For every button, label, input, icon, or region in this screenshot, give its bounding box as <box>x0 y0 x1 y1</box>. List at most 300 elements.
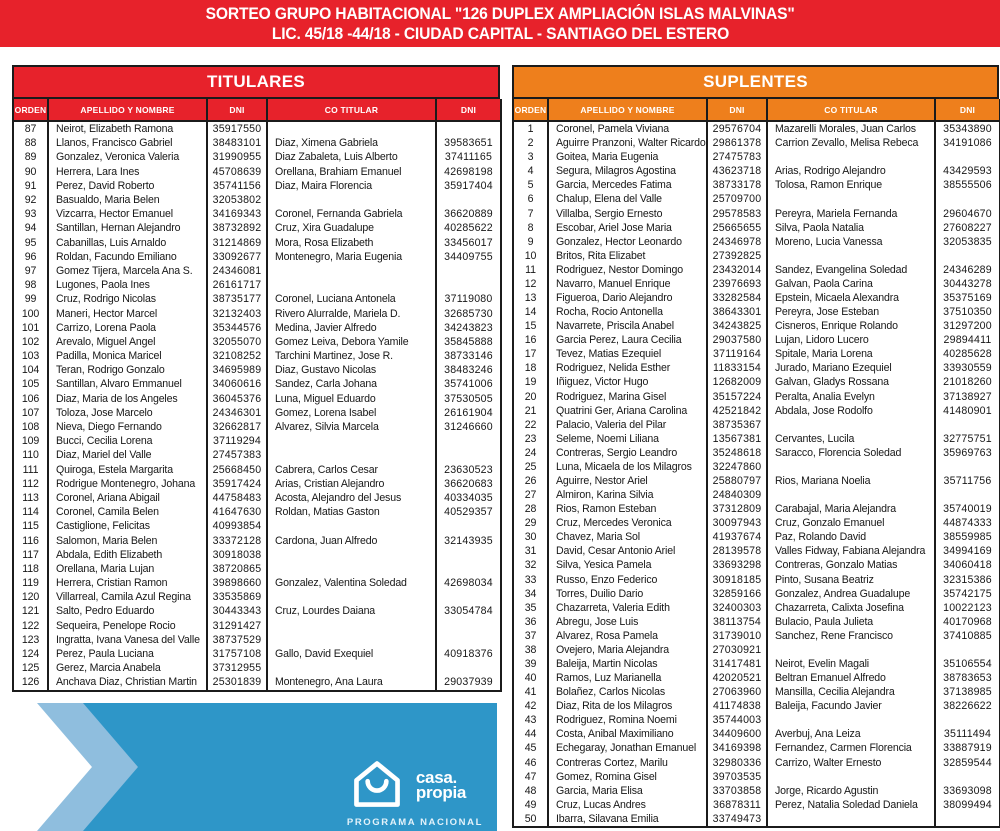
cell: 43 <box>524 714 537 727</box>
suplentes-table <box>512 65 999 828</box>
table-row <box>513 502 1000 516</box>
cell: 32685730 <box>436 306 501 320</box>
cell: 46 <box>524 756 537 769</box>
cell: 28 <box>524 503 537 516</box>
cell: 49 <box>524 798 537 811</box>
cell: Cruz, Xira Guadalupe <box>267 221 436 235</box>
table-row <box>513 770 1000 784</box>
cell: 40334035 <box>436 491 501 505</box>
table-row <box>513 798 1000 812</box>
cell: 31297200 <box>935 319 1000 333</box>
cell: Silva, Yesica Pamela <box>548 558 707 572</box>
cell: 35969763 <box>935 446 1000 460</box>
cell: Luna, Micaela de los Milagros <box>548 460 707 474</box>
cell: 107 <box>21 406 40 419</box>
cell: Costa, Anibal Maximiliano <box>548 727 707 741</box>
cell: 39898660 <box>207 576 267 590</box>
table-row <box>513 347 1000 361</box>
table-row <box>513 784 1000 798</box>
table-row <box>513 305 1000 319</box>
titulares-table <box>12 65 500 692</box>
cell: Palacio, Valeria del Pilar <box>548 418 707 432</box>
table-row <box>513 727 1000 741</box>
cell: Gallo, David Exequiel <box>267 647 436 661</box>
cell: 24346081 <box>207 264 267 278</box>
logo-wordmark <box>416 770 466 800</box>
cell: Cabanillas, Luis Arnaldo <box>48 236 207 250</box>
cell: Maneri, Hector Marcel <box>48 306 207 320</box>
cell: Salomon, Maria Belen <box>48 533 207 547</box>
cell: Arevalo, Miguel Angel <box>48 335 207 349</box>
cell: 30443278 <box>935 277 1000 291</box>
cell: 31739010 <box>707 629 767 643</box>
cell: 35845888 <box>436 335 501 349</box>
cell: 14 <box>524 306 537 319</box>
table-row <box>13 406 501 420</box>
cell: 40529357 <box>436 505 501 519</box>
cell: 34060616 <box>207 377 267 391</box>
cell: 33456017 <box>436 236 501 250</box>
cell: 37119080 <box>436 292 501 306</box>
cell: 38720865 <box>207 562 267 576</box>
cell: Cruz, Lourdes Daiana <box>267 604 436 618</box>
cell: 35106554 <box>935 657 1000 671</box>
cell <box>436 193 501 207</box>
cell: 39703535 <box>707 770 767 784</box>
cell: 29037939 <box>436 675 501 690</box>
cell: 34409600 <box>707 727 767 741</box>
cell: Rios, Mariana Noelia <box>767 474 935 488</box>
cell: 33693098 <box>935 784 1000 798</box>
cell: 32132403 <box>207 306 267 320</box>
cell: 40993854 <box>207 519 267 533</box>
cell <box>767 192 935 206</box>
cell: Mazarelli Morales, Juan Carlos <box>767 121 935 136</box>
column-header-row <box>13 99 501 121</box>
cell: 32859166 <box>707 587 767 601</box>
cell: Pinto, Susana Beatriz <box>767 573 935 587</box>
cell <box>267 590 436 604</box>
cell <box>436 434 501 448</box>
table-row <box>513 530 1000 544</box>
cell: Ramos, Luz Marianella <box>548 671 707 685</box>
cell: Alvarez, Rosa Pamela <box>548 629 707 643</box>
cell: 34409755 <box>436 250 501 264</box>
cell: 1 <box>527 123 534 136</box>
table-row <box>513 671 1000 685</box>
cell <box>267 661 436 675</box>
cell <box>935 812 1000 827</box>
cell: 32315386 <box>935 573 1000 587</box>
column-header-dni: DNI <box>707 99 767 121</box>
cell: 12682009 <box>707 375 767 389</box>
cell: Seleme, Noemi Liliana <box>548 432 707 446</box>
cell: 20 <box>524 390 537 403</box>
cell: Rodriguez, Romina Noemi <box>548 713 707 727</box>
cell: Ingratta, Ivana Vanesa del Valle <box>48 633 207 647</box>
cell: Gonzalez, Veronica Valeria <box>48 150 207 164</box>
cell: 34243823 <box>436 321 501 335</box>
cell: 25301839 <box>207 675 267 690</box>
cell: 94 <box>24 222 37 235</box>
table-row <box>13 661 501 675</box>
cell <box>935 150 1000 164</box>
cell: 40285628 <box>935 347 1000 361</box>
cell: 11 <box>525 263 536 276</box>
table-row <box>513 615 1000 629</box>
cell: 35917404 <box>436 179 501 193</box>
cell: 13 <box>524 291 537 304</box>
cell: David, Cesar Antonio Ariel <box>548 544 707 558</box>
cell: Llanos, Francisco Gabriel <box>48 136 207 150</box>
cell: 126 <box>21 676 40 689</box>
cell: 37119164 <box>707 347 767 361</box>
cell: 26161717 <box>207 278 267 292</box>
cell: 31417481 <box>707 657 767 671</box>
cell: Montenegro, Ana Laura <box>267 675 436 690</box>
cell: Iñiguez, Victor Hugo <box>548 375 707 389</box>
cell: Escobar, Ariel Jose Maria <box>548 221 707 235</box>
titulares-heading: TITULARES <box>12 65 500 99</box>
cell: Spitale, Maria Lorena <box>767 347 935 361</box>
cell: 32775751 <box>935 432 1000 446</box>
cell: 33092677 <box>207 250 267 264</box>
table-row <box>513 587 1000 601</box>
cell: 30918038 <box>207 548 267 562</box>
cell: Herrera, Cristian Ramon <box>48 576 207 590</box>
table-row <box>13 207 501 221</box>
cell: 41 <box>524 686 537 699</box>
cell: 28139578 <box>707 544 767 558</box>
cell: Cabrera, Carlos Cesar <box>267 463 436 477</box>
cell <box>267 278 436 292</box>
cell: Perez, Natalia Soledad Daniela <box>767 798 935 812</box>
cell: 27392825 <box>707 249 767 263</box>
cell: 38735367 <box>707 418 767 432</box>
cell: 15 <box>524 320 537 333</box>
table-row <box>13 392 501 406</box>
cell <box>767 460 935 474</box>
cell: Peralta, Analia Evelyn <box>767 389 935 403</box>
cell: 38737529 <box>207 633 267 647</box>
cell: Aguirre, Nestor Ariel <box>548 474 707 488</box>
cell: Contreras Cortez, Marilu <box>548 756 707 770</box>
cell: Pereyra, Mariela Fernanda <box>767 206 935 220</box>
cell: Cruz, Lucas Andres <box>548 798 707 812</box>
cell: 10022123 <box>935 601 1000 615</box>
cell: 24840309 <box>707 488 767 502</box>
cell: Cruz, Gonzalo Emanuel <box>767 516 935 530</box>
cell: Gomez Leiva, Debora Yamile <box>267 335 436 349</box>
cell: 30097943 <box>707 516 767 530</box>
cell <box>267 548 436 562</box>
cell <box>935 249 1000 263</box>
cell <box>267 434 436 448</box>
cell: 33887919 <box>935 741 1000 755</box>
cell: Rodriguez, Nestor Domingo <box>548 263 707 277</box>
cell: 42020521 <box>707 671 767 685</box>
cell: Arias, Cristian Alejandro <box>267 477 436 491</box>
cell: 33703858 <box>707 784 767 798</box>
cell: 32143935 <box>436 533 501 547</box>
cell: 27063960 <box>707 685 767 699</box>
table-row <box>513 812 1000 827</box>
table-row <box>513 629 1000 643</box>
cell: 43623718 <box>707 164 767 178</box>
cell <box>935 192 1000 206</box>
cell: Basualdo, Maria Belen <box>48 193 207 207</box>
table-row <box>513 404 1000 418</box>
table-row <box>13 675 501 690</box>
table-row <box>13 505 501 519</box>
cell: 118 <box>22 562 39 575</box>
cell: 32 <box>524 559 537 572</box>
table-row <box>513 544 1000 558</box>
cell: 32859544 <box>935 756 1000 770</box>
cell: Carrizo, Walter Ernesto <box>767 756 935 770</box>
cell: Teran, Rodrigo Gonzalo <box>48 363 207 377</box>
cell: 31291427 <box>207 619 267 633</box>
cell: 21018260 <box>935 375 1000 389</box>
table-row <box>13 221 501 235</box>
cell: Russo, Enzo Federico <box>548 573 707 587</box>
cell: Diaz, Rita de los Milagros <box>548 699 707 713</box>
table-row <box>13 363 501 377</box>
cell: Rocha, Rocio Antonella <box>548 305 707 319</box>
cell: Rodrigue Montenegro, Johana <box>48 477 207 491</box>
cell: Torres, Duilio Dario <box>548 587 707 601</box>
cell: Valles Fidway, Fabiana Alejandra <box>767 544 935 558</box>
cell: 117 <box>22 548 39 561</box>
cell: Orellana, Brahiam Emanuel <box>267 165 436 179</box>
cell: Segura, Milagros Agostina <box>548 164 707 178</box>
cell: Goitea, Maria Eugenia <box>548 150 707 164</box>
cell: Villalba, Sergio Ernesto <box>548 206 707 220</box>
cell: 37530505 <box>436 392 501 406</box>
table-row <box>513 741 1000 755</box>
cell: 39 <box>524 658 537 670</box>
cell <box>436 278 501 292</box>
cell: 33054784 <box>436 604 501 618</box>
page-title-line2: LIC. 45/18 -44/18 - CIUDAD CAPITAL - SANTIAGO DEL ESTERO <box>271 23 729 43</box>
cell: Montenegro, Maria Eugenia <box>267 250 436 264</box>
cell: 105 <box>21 378 40 391</box>
cell: 45 <box>524 742 537 755</box>
cell: Almiron, Karina Silvia <box>548 488 707 502</box>
table-row <box>13 292 501 306</box>
cell: 35741156 <box>207 179 267 193</box>
cell: 41647630 <box>207 505 267 519</box>
cell: 23630523 <box>436 463 501 477</box>
column-header-dni2: DNI <box>436 99 501 121</box>
cell <box>767 643 935 657</box>
cell: 111 <box>22 463 39 476</box>
table-row <box>13 647 501 661</box>
cell: 48 <box>524 784 537 797</box>
cell <box>767 418 935 432</box>
cell: 37312809 <box>707 502 767 516</box>
cell: 41174838 <box>707 699 767 713</box>
table-row <box>513 221 1000 235</box>
table-row <box>513 699 1000 713</box>
cell: Padilla, Monica Maricel <box>48 349 207 363</box>
table-row <box>13 576 501 590</box>
cell: 29576704 <box>707 121 767 136</box>
cell: Echegaray, Jonathan Emanuel <box>548 741 707 755</box>
cell: Neirot, Evelin Magali <box>767 657 935 671</box>
casa-propia-logo <box>347 757 483 828</box>
table-row <box>13 604 501 618</box>
cell: 38099494 <box>935 798 1000 812</box>
cell: 29037580 <box>707 333 767 347</box>
table-row <box>513 418 1000 432</box>
cell: 25665655 <box>707 221 767 235</box>
table-row <box>513 375 1000 389</box>
column-header-apellido: APELLIDO Y NOMBRE <box>548 99 707 121</box>
column-header-cotitular: CO TITULAR <box>267 99 436 121</box>
table-row <box>513 206 1000 220</box>
cell: 36 <box>524 615 537 628</box>
table-row <box>13 264 501 278</box>
cell: 38226622 <box>935 699 1000 713</box>
table-row <box>13 477 501 491</box>
table-row <box>513 488 1000 502</box>
cell: Roldan, Matias Gaston <box>267 505 436 519</box>
cell: Mora, Rosa Elizabeth <box>267 236 436 250</box>
cell: 122 <box>21 619 40 632</box>
column-header-cotitular: CO TITULAR <box>767 99 935 121</box>
cell: 3 <box>527 151 534 164</box>
table-row <box>513 643 1000 657</box>
cell: 91 <box>24 179 37 192</box>
table-row <box>513 150 1000 164</box>
cell: Averbuj, Ana Leiza <box>767 727 935 741</box>
cell: 34994169 <box>935 544 1000 558</box>
cell: 121 <box>21 605 40 618</box>
cell: Britos, Rita Elizabet <box>548 249 707 263</box>
table-row <box>513 249 1000 263</box>
cell: 38 <box>524 643 537 656</box>
table-row <box>13 448 501 462</box>
table-row <box>13 250 501 264</box>
cell: 35343890 <box>935 121 1000 136</box>
cell: 96 <box>24 250 37 263</box>
cell: Rodriguez, Marina Gisel <box>548 389 707 403</box>
cell: Garcia, Maria Elisa <box>548 784 707 798</box>
cell: Cisneros, Enrique Rolando <box>767 319 935 333</box>
cell: 23432014 <box>707 263 767 277</box>
table-row <box>513 361 1000 375</box>
cell: 30443343 <box>207 604 267 618</box>
cell: Nieva, Diego Fernando <box>48 420 207 434</box>
cell: Lugones, Paola Ines <box>48 278 207 292</box>
cell: 33930559 <box>935 361 1000 375</box>
table-row <box>13 179 501 193</box>
cell: Rodriguez, Nelida Esther <box>548 361 707 375</box>
cell <box>436 661 501 675</box>
cell: 31990955 <box>207 150 267 164</box>
cell <box>935 770 1000 784</box>
cell: 42 <box>524 700 537 713</box>
cell: Lujan, Lidoro Lucero <box>767 333 935 347</box>
table-row <box>513 601 1000 615</box>
cell: 35111494 <box>935 727 1000 741</box>
cell: 32055070 <box>207 335 267 349</box>
cell <box>267 619 436 633</box>
cell: 27 <box>524 489 537 502</box>
cell <box>767 150 935 164</box>
table-row <box>513 277 1000 291</box>
cell: Garcia, Mercedes Fatima <box>548 178 707 192</box>
cell: Cervantes, Lucila <box>767 432 935 446</box>
cell: 90 <box>24 165 37 178</box>
cell: 11833154 <box>707 361 767 375</box>
cell: 32247860 <box>707 460 767 474</box>
cell: 37138927 <box>935 389 1000 403</box>
cell <box>267 193 436 207</box>
cell: Abregu, Jose Luis <box>548 615 707 629</box>
logo-word-casa: casa. <box>415 768 457 787</box>
cell: Rivero Alurralde, Mariela D. <box>267 306 436 320</box>
table-row <box>13 519 501 533</box>
cell: Diaz, Maria de los Angeles <box>48 392 207 406</box>
cell: Luna, Miguel Eduardo <box>267 392 436 406</box>
column-header-row <box>513 99 1000 121</box>
cell: 37510350 <box>935 305 1000 319</box>
table-row <box>13 150 501 164</box>
cell: 35248618 <box>707 446 767 460</box>
cell: 33693298 <box>707 558 767 572</box>
cell: 2 <box>527 137 534 150</box>
cell: Gonzalez, Valentina Soledad <box>267 576 436 590</box>
cell: 40 <box>524 672 537 685</box>
cell: 33 <box>524 573 537 586</box>
table-row <box>513 558 1000 572</box>
program-label: PROGRAMA NACIONAL <box>346 817 483 828</box>
cell: 125 <box>21 662 40 675</box>
cell: Contreras, Gonzalo Matias <box>767 558 935 572</box>
cell: Contreras, Sergio Leandro <box>548 446 707 460</box>
cell: Moreno, Lucia Vanessa <box>767 235 935 249</box>
cell: 9 <box>527 235 534 248</box>
cell <box>935 643 1000 657</box>
cell: Alvarez, Silvia Marcela <box>267 420 436 434</box>
cell: Quiroga, Estela Margarita <box>48 463 207 477</box>
title-banner <box>0 0 1000 47</box>
cell: 6 <box>527 193 534 206</box>
cell: Chazarreta, Calixta Josefina <box>767 601 935 615</box>
cell: 31 <box>524 545 537 558</box>
table-row <box>13 306 501 320</box>
cell <box>436 519 501 533</box>
cell: Ibarra, Silavana Emilia <box>548 812 707 827</box>
cell: 24346301 <box>207 406 267 420</box>
cell: Diaz, Gustavo Nicolas <box>267 363 436 377</box>
cell: 34060418 <box>935 558 1000 572</box>
cell: 13567381 <box>707 432 767 446</box>
cell: 43429593 <box>935 164 1000 178</box>
cell: Coronel, Pamela Viviana <box>548 121 707 136</box>
table-row <box>513 756 1000 770</box>
cell: Rios, Ramon Esteban <box>548 502 707 516</box>
cell: 12 <box>524 277 537 290</box>
cell: 100 <box>21 307 40 320</box>
table-row <box>513 460 1000 474</box>
cell: Cruz, Rodrigo Nicolas <box>48 292 207 306</box>
cell: Santillan, Hernan Alejandro <box>48 221 207 235</box>
cell: 88 <box>24 137 37 150</box>
table-row <box>513 136 1000 150</box>
